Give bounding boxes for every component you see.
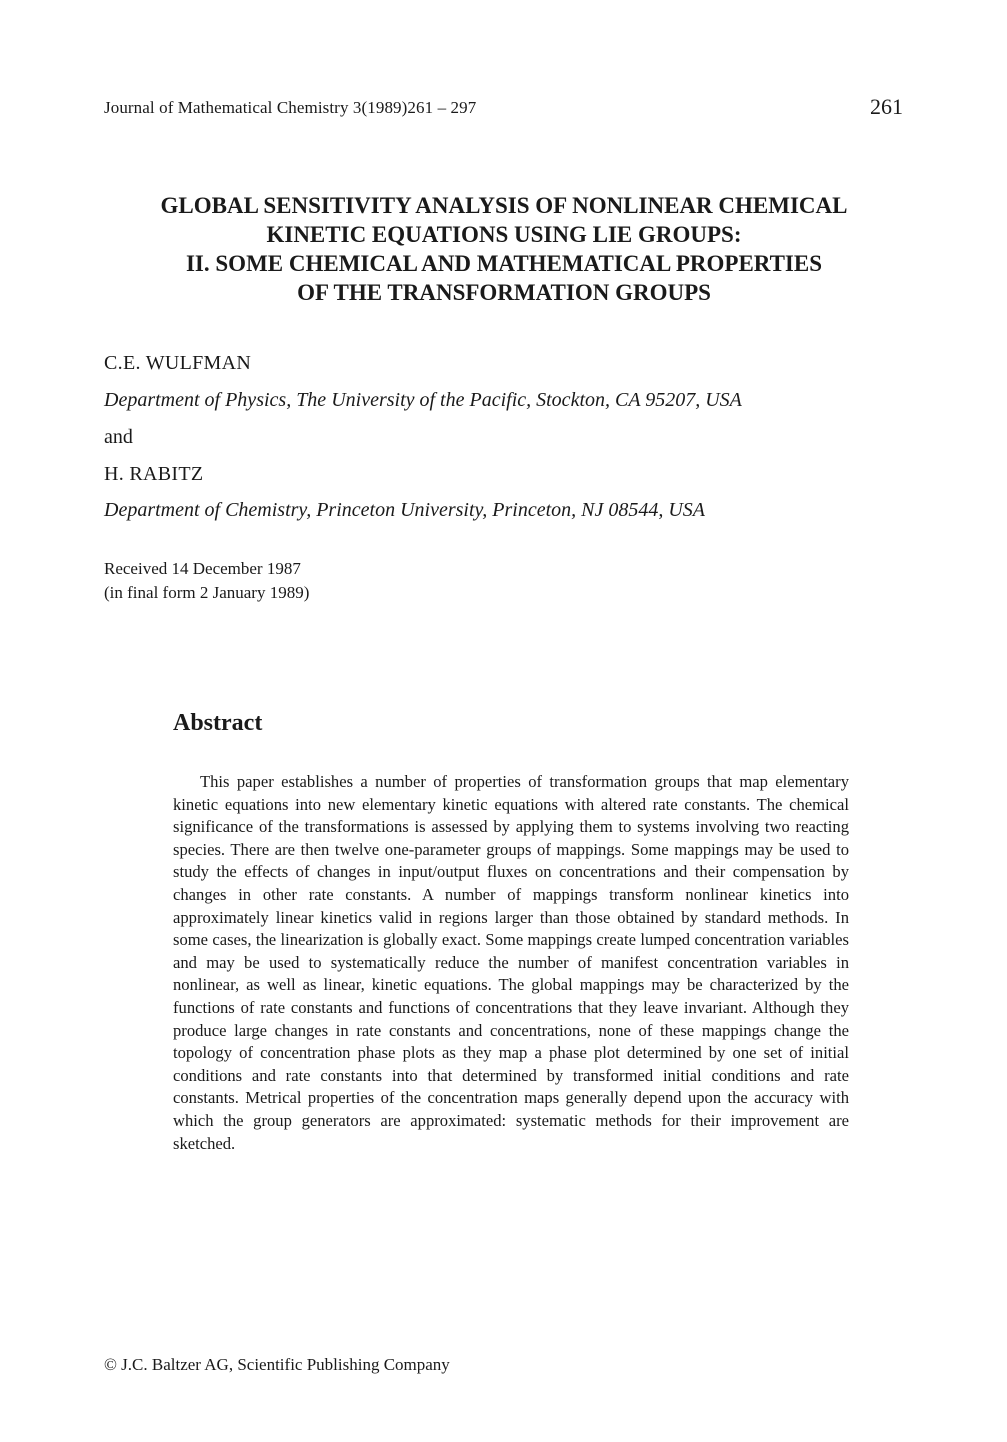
running-head: Journal of Mathematical Chemistry 3(1989)261 – 297	[104, 98, 477, 117]
title-line: GLOBAL SENSITIVITY ANALYSIS OF NONLINEAR CHEMICAL	[160, 193, 848, 218]
author-name: H. RABITZ	[104, 463, 204, 485]
abstract-body: This paper establishes a number of properties of transformation groups that map elementary kinetic equations into new elementary kinetic equations with altered rate constants. The chemical significance of the transformations is assessed by applying them to systems involving two reacting species. There are then twelve one-parameter groups of mappings. Some mappings may be used to study the effects of changes in input/output fluxes on concentrations and their compensation by changes in other rate constants. A number of mappings transform nonlinear kinetics into approximately linear kinetics valid in regions larger than those obtained by standard methods. In some cases, the linearization is globally exact. Some mappings create lumped concentration variables and may be used to systematically reduce the number of manifest concentration variables in nonlinear, as well as linear, kinetic equations. The global mappings may be characterized by the functions of rate constants and functions of concentrations that they leave invariant. Although they produce large changes in rate constants and concentrations, none of these mappings change the topology of concentration phase plots as they map a phase plot determined by one set of initial conditions and rate constants into that determined by transformed initial conditions and rate constants. Metrical properties of the concentration maps generally depend upon the accuracy with which the group generators are approximated: systematic methods for their improvement are sketched.	[173, 772, 849, 1153]
final-form-date: (in final form 2 January 1989)	[104, 583, 310, 602]
author-conjunction: and	[104, 426, 133, 448]
author-name: C.E. WULFMAN	[104, 352, 252, 374]
author-affiliation: Department of Chemistry, Princeton University, Princeton, NJ 08544, USA	[104, 499, 706, 521]
page-number: 261	[870, 94, 903, 119]
received-date: Received 14 December 1987	[104, 559, 301, 578]
article-title	[104, 191, 904, 307]
title-line: II. SOME CHEMICAL AND MATHEMATICAL PROPERTIES	[185, 251, 823, 276]
author-affiliation: Department of Physics, The University of the Pacific, Stockton, CA 95207, USA	[104, 389, 742, 411]
received-dates	[104, 557, 309, 605]
title-line: OF THE TRANSFORMATION GROUPS	[297, 280, 711, 305]
abstract-heading: Abstract	[173, 710, 263, 736]
title-line: KINETIC EQUATIONS USING LIE GROUPS:	[266, 222, 742, 247]
copyright-footer: © J.C. Baltzer AG, Scientific Publishing Company	[104, 1355, 450, 1374]
